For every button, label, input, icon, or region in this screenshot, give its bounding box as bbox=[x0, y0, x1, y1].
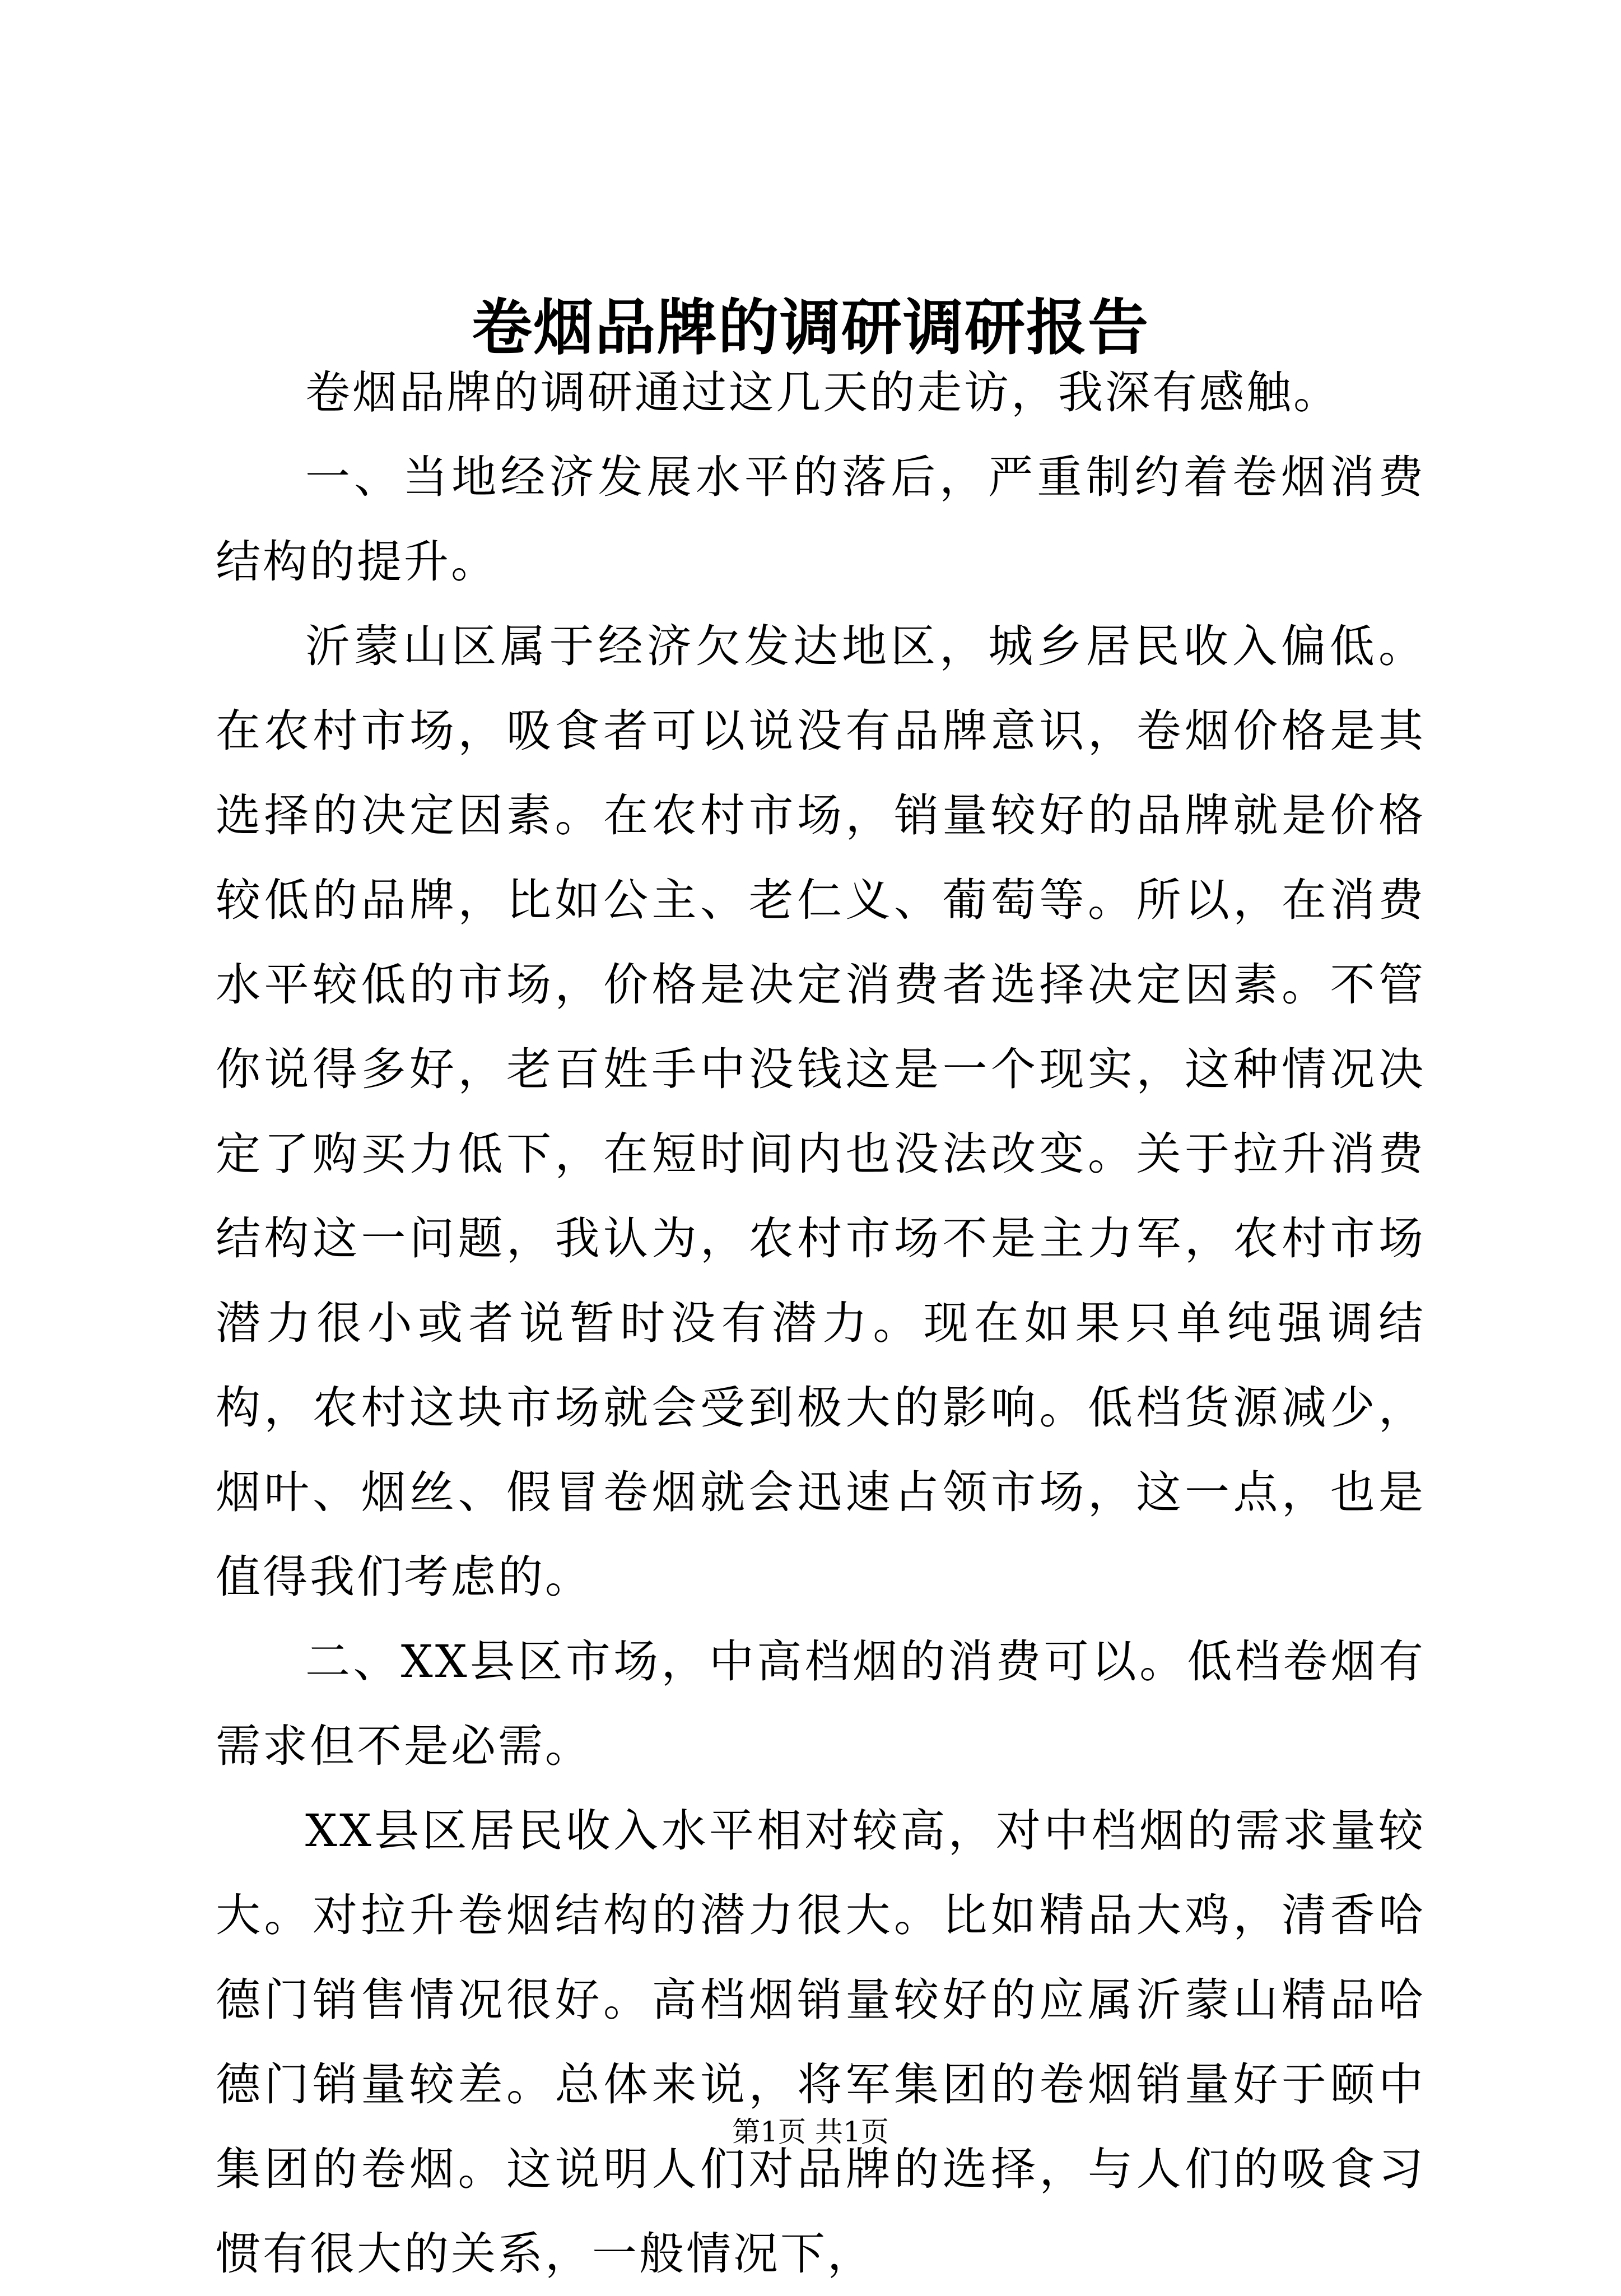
paragraph-section-two-body: XX县区居民收入水平相对较高，对中档烟的需求量较大。对拉升卷烟结构的潜力很大。比如精品大鸡，清香哈德门销售情况很好。高档烟销量较好的应属沂蒙山精品哈德门销量较差。总体来说，将军集团的卷烟销量好于颐中集团的卷烟。这说明人们对品牌的选择，与人们的吸食习惯有很大的关系，一般情况下， bbox=[216, 1805, 1426, 2280]
page-footer: 第1页 共1页 bbox=[732, 2116, 889, 2148]
document-body bbox=[216, 350, 1426, 2296]
paragraph-section-one-heading: 一、当地经济发展水平的落后，严重制约着卷烟消费结构的提升。 bbox=[216, 451, 1426, 588]
document-title: 卷烟品牌的调研调研报告 bbox=[471, 292, 1149, 363]
paragraph-section-two-heading: 二、XX县区市场，中高档烟的消费可以。低档卷烟有需求但不是必需。 bbox=[216, 1635, 1426, 1772]
paragraph-section-one-body: 沂蒙山区属于经济欠发达地区，城乡居民收入偏低。在农村市场，吸食者可以说没有品牌意识，卷烟价格是其选择的决定因素。在农村市场，销量较好的品牌就是价格较低的品牌，比如公主、老仁义、葡萄等。所以，在消费水平较低的市场，价格是决定消费者选择决定因素。不管你说得多好，老百姓手中没钱这是一个现实，这种情况决定了购买力低下，在短时间内也没法改变。关于拉升消费结构这一问题，我认为，农村市场不是主力军，农村市场潜力很小或者说暂时没有潜力。现在如果只单纯强调结构，农村这块市场就会受到极大的影响。低档货源减少，烟叶、烟丝、假冒卷烟就会迅速占领市场，这一点，也是值得我们考虑的。 bbox=[216, 620, 1426, 1603]
paragraph-intro: 卷烟品牌的调研通过这几天的走访，我深有感触。 bbox=[305, 366, 1340, 419]
